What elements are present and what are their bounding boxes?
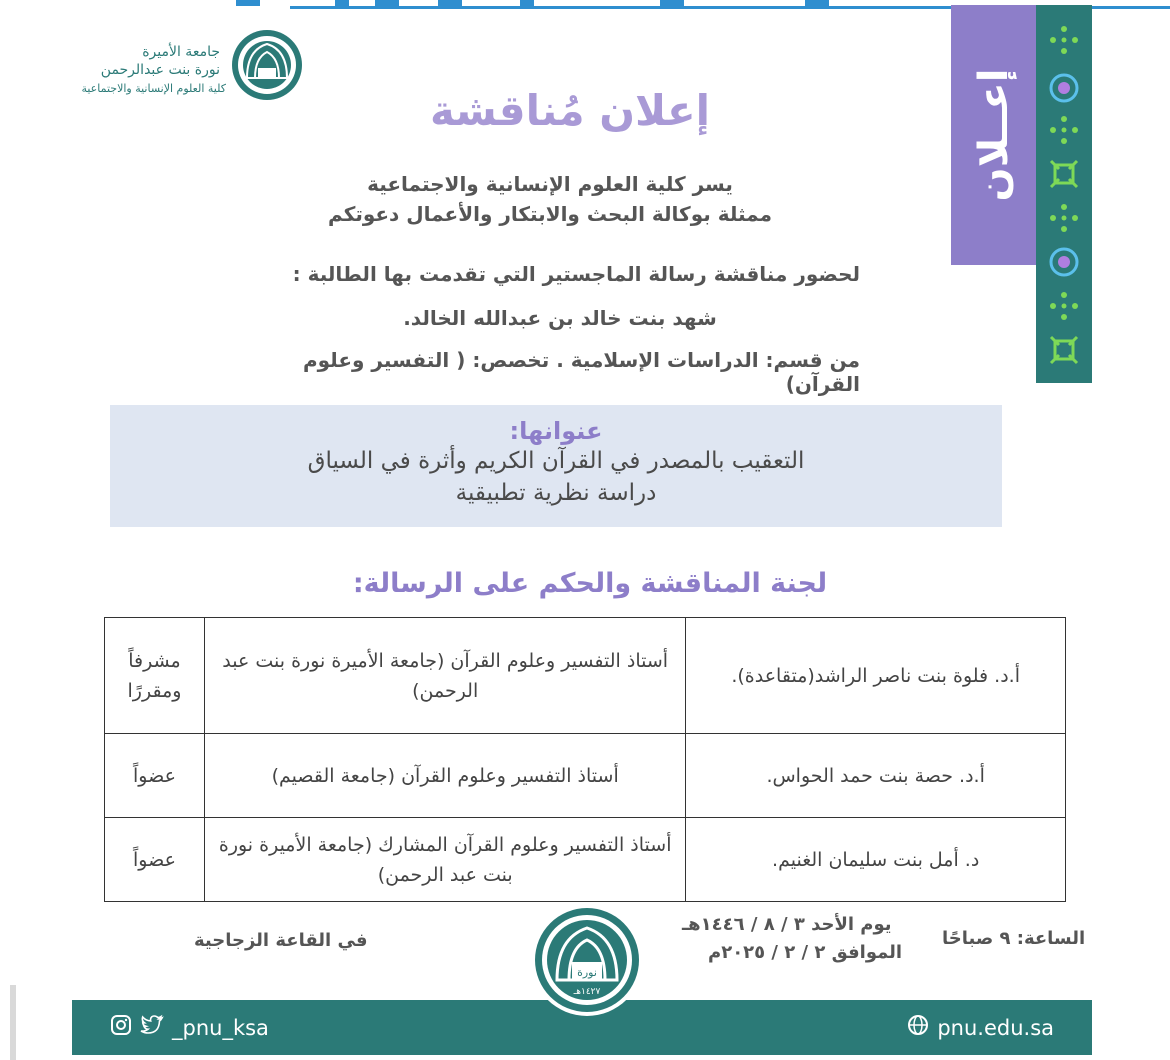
seal-text: نورة xyxy=(577,966,597,979)
flower-ornament-icon xyxy=(1044,245,1084,279)
university-seal-icon xyxy=(522,898,652,1018)
member-role: مشرفاً ومقررًا xyxy=(105,618,205,734)
intro-line-2: ممثلة بوكالة البحث والابتكار والأعمال دعوتكم xyxy=(328,202,772,226)
member-name: أ.د. فلوة بنت ناصر الراشد(متقاعدة). xyxy=(686,618,1066,734)
member-title: أستاذ التفسير وعلوم القرآن (جامعة القصيم) xyxy=(204,734,685,818)
thesis-title-line-2: دراسة نظرية تطبيقية xyxy=(455,480,657,506)
committee-table xyxy=(104,617,1066,902)
table-row xyxy=(105,618,1066,734)
member-role: عضواً xyxy=(105,734,205,818)
event-venue: في القاعة الزجاجية xyxy=(194,930,368,951)
logo-line-2: نورة بنت عبدالرحمن xyxy=(100,62,220,78)
flower-ornament-icon xyxy=(1044,71,1084,105)
department-text: من قسم: الدراسات الإسلامية . تخصص: ( التفسير وعلوم القرآن) xyxy=(302,348,860,396)
seal-year: ١٤٢٧هـ xyxy=(573,987,601,997)
invite-text: لحضور مناقشة رسالة الماجستير التي تقدمت بها الطالبة : xyxy=(292,262,860,286)
knot-ornament-icon xyxy=(1044,157,1084,191)
twitter-icon[interactable] xyxy=(140,1014,164,1041)
member-role: عضواً xyxy=(105,818,205,902)
event-date-hijri: يوم الأحد ٣ / ٨ / ١٤٤٦هـ xyxy=(682,914,892,935)
table-row xyxy=(105,818,1066,902)
thesis-label: عنوانها: xyxy=(509,417,603,445)
announcement-tab xyxy=(951,5,1036,265)
committee-heading: لجنة المناقشة والحكم على الرسالة: xyxy=(352,568,828,599)
member-title: أستاذ التفسير وعلوم القرآن (جامعة الأميرة نورة بنت عبد الرحمن) xyxy=(204,618,685,734)
side-ornament-ribbon xyxy=(1036,5,1092,383)
table-row xyxy=(105,734,1066,818)
page-title: إعلان مُناقشة xyxy=(429,86,711,135)
member-name: أ.د. حصة بنت حمد الحواس. xyxy=(686,734,1066,818)
event-time: الساعة: ٩ صباحًا xyxy=(942,928,1086,949)
globe-icon xyxy=(907,1014,929,1041)
logo-line-3: كلية العلوم الإنسانية والاجتماعية xyxy=(81,82,226,95)
website-text: pnu.edu.sa xyxy=(937,1015,1054,1040)
website-link[interactable] xyxy=(907,1014,1054,1041)
logo-line-1: جامعة الأميرة xyxy=(142,44,220,60)
intro-line-1: يسر كلية العلوم الإنسانية والاجتماعية xyxy=(367,172,733,196)
university-emblem-icon xyxy=(222,28,312,102)
student-name: شهد بنت خالد بن عبدالله الخالد. xyxy=(403,306,717,330)
star-ornament-icon xyxy=(1044,23,1084,57)
star-ornament-icon xyxy=(1044,113,1084,147)
social-handle: _pnu_ksa xyxy=(172,1015,269,1040)
social-links[interactable] xyxy=(110,1014,269,1041)
star-ornament-icon xyxy=(1044,289,1084,323)
star-ornament-icon xyxy=(1044,201,1084,235)
member-title: أستاذ التفسير وعلوم القرآن المشارك (جامعة الأميرة نورة بنت عبد الرحمن) xyxy=(204,818,685,902)
instagram-icon[interactable] xyxy=(110,1014,132,1041)
scroll-edge xyxy=(10,985,16,1060)
knot-ornament-icon xyxy=(1044,333,1084,367)
thesis-title-line-1: التعقيب بالمصدر في القرآن الكريم وأثرة في السياق xyxy=(307,448,805,474)
thesis-title-box xyxy=(110,405,1002,527)
member-name: د. أمل بنت سليمان الغنيم. xyxy=(686,818,1066,902)
announcement-tab-label: إعــلان xyxy=(970,68,1017,202)
university-logo xyxy=(56,28,316,102)
event-date-gregorian: الموافق ٢ / ٢ / ٢٠٢٥م xyxy=(708,942,903,963)
